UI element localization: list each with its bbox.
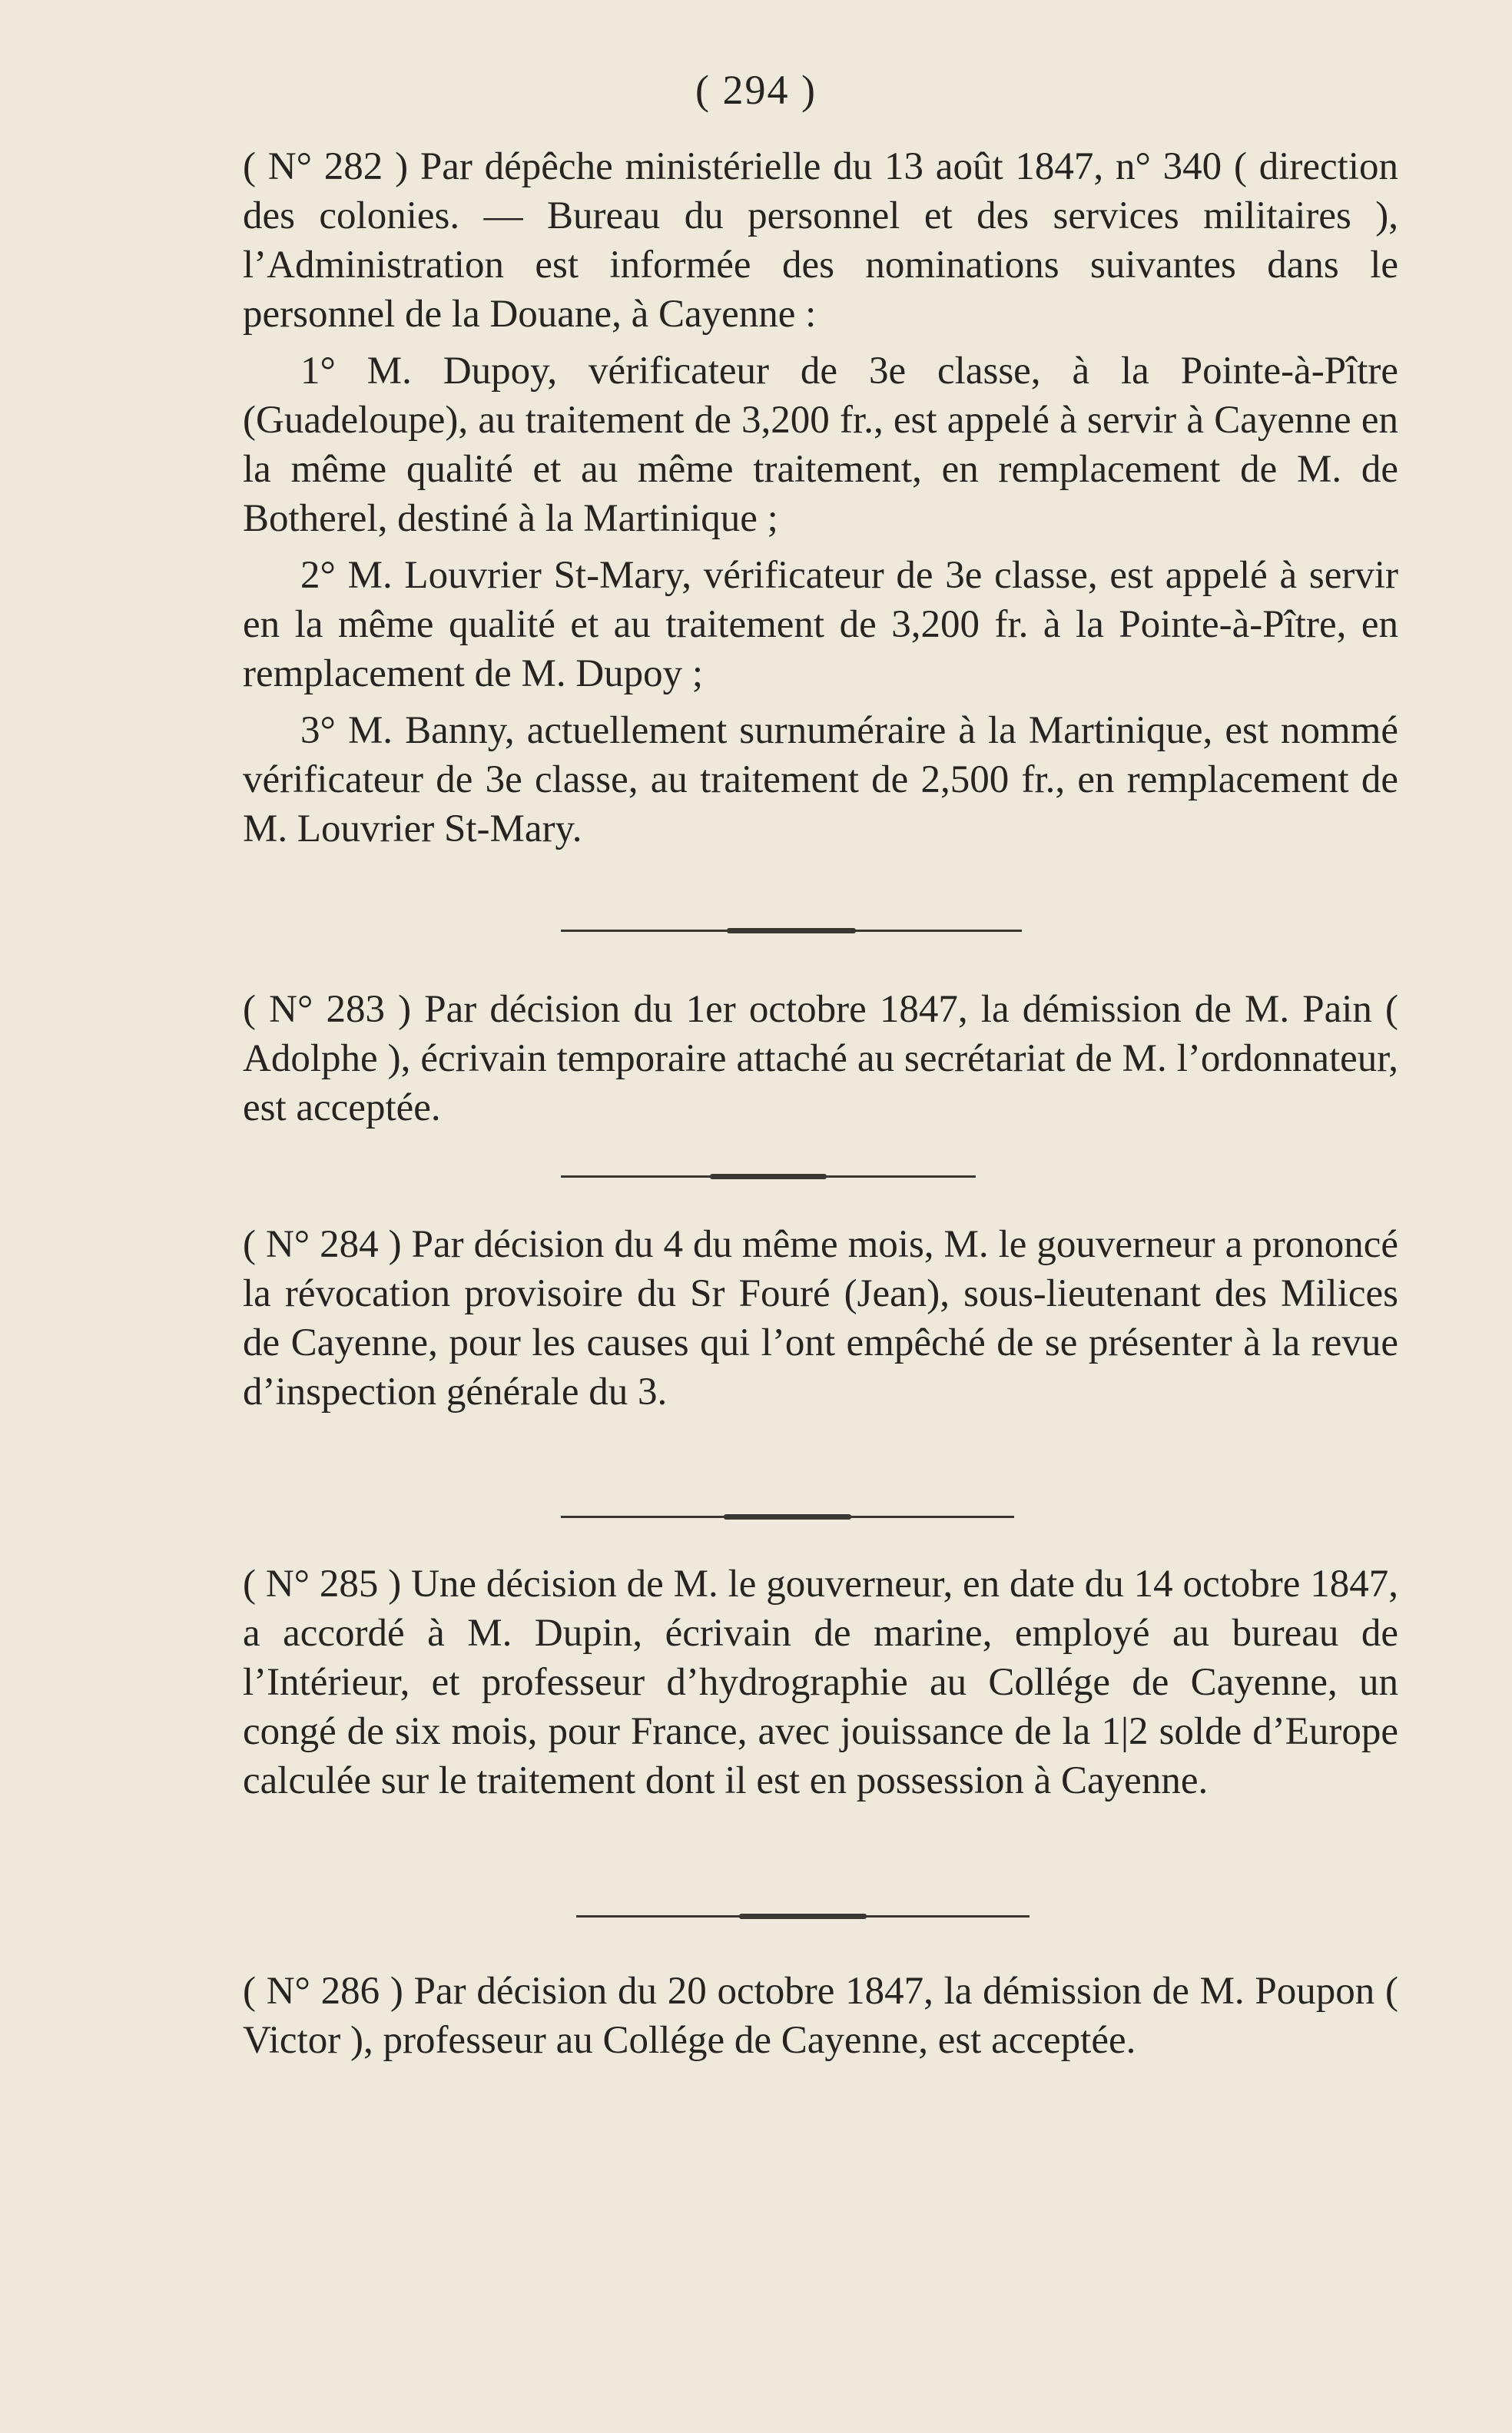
- entry-282-intro: ( N° 282 ) Par dépêche ministérielle du 13 août 1847, n° 340 ( direction des colonies. — Bureau du personnel et des services militaires ), l’Administration est informée des nominations suivantes dans le personnel de la Douane, à Cayenne :: [243, 145, 1398, 336]
- page-number: ( 294 ): [695, 67, 817, 113]
- entry-282: [243, 142, 1398, 861]
- entry-286-text: ( N° 286 ) Par décision du 20 octobre 1847, la démission de M. Poupon ( Victor ), professeur au Collége de Cayenne, est acceptée.: [243, 1970, 1398, 2062]
- entry-283: [243, 985, 1398, 1140]
- entry-285: [243, 1560, 1398, 1813]
- separator-rule-4: [576, 1915, 1030, 1918]
- separator-rule-3: [561, 1516, 1014, 1518]
- entry-286: [243, 1967, 1398, 2073]
- entry-282-item-3: 3° M. Banny, actuellement surnuméraire à la Martinique, est nommé vérificateur de 3e classe, au traitement de 2,500 fr., en remplacement de M. Louvrier St-Mary.: [243, 709, 1398, 850]
- entry-284: [243, 1220, 1398, 1424]
- entry-282-item-2: 2° M. Louvrier St-Mary, vérificateur de 3e classe, est appelé à servir en la même qualité et au traitement de 3,200 fr. à la Pointe-à-Pître, en remplacement de M. Dupoy ;: [243, 554, 1398, 695]
- entry-285-text: ( N° 285 ) Une décision de M. le gouverneur, en date du 14 octobre 1847, a accordé à M. Dupin, écrivain de marine, employé au bureau de l’Intérieur, et professeur d’hydrographie au Collége de Cayenne, un congé de six mois, pour France, avec jouissance de la 1|2 solde d’Europe calculée sur le traitement dont il est en possession à Cayenne.: [243, 1563, 1398, 1802]
- separator-rule-2: [561, 1175, 976, 1178]
- entry-282-item-1: 1° M. Dupoy, vérificateur de 3e classe, à la Pointe-à-Pître (Guadeloupe), au traitement de 3,200 fr., est appelé à servir à Cayenne en la même qualité et au même traitement, en remplacement de M. de Botherel, destiné à la Martinique ;: [243, 350, 1398, 540]
- separator-rule-1: [561, 930, 1022, 932]
- entry-284-text: ( N° 284 ) Par décision du 4 du même mois, M. le gouverneur a prononcé la révocation provisoire du Sr Fouré (Jean), sous-lieutenant des Milices de Cayenne, pour les causes qui l’ont empêché de se présenter à la revue d’inspection générale du 3.: [243, 1223, 1398, 1414]
- entry-283-text: ( N° 283 ) Par décision du 1er octobre 1847, la démission de M. Pain ( Adolphe ), écrivain temporaire attaché au secrétariat de M. l’ordonnateur, est acceptée.: [243, 988, 1398, 1129]
